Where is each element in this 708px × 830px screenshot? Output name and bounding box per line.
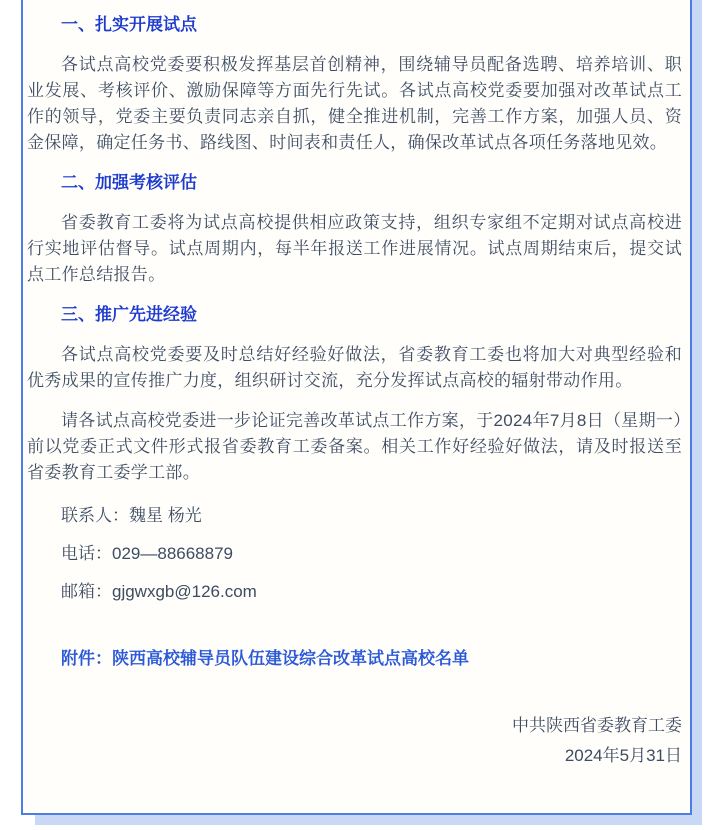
signature-block: [27, 713, 682, 769]
contact-phone-line: 电话：029—88668879: [61, 544, 234, 563]
notice-document-card: [21, 0, 692, 815]
section-heading-3: 三、推广先进经验: [61, 305, 197, 324]
section-3-paragraph-1: 各试点高校党委要及时总结好经验好做法，省委教育工委也将加大对典型经验和优秀成果的宣传推广力度，组织研讨交流，充分发挥试点高校的辐射带动作用。: [27, 345, 682, 390]
section-3-paragraph-2: 请各试点高校党委进一步论证完善改革试点工作方案，于2024年7月8日（星期一）前以党委正式文件形式报省委教育工委备案。相关工作好经验好做法，请及时报送至省委教育工委学工部。: [27, 411, 682, 482]
section-heading-2: 二、加强考核评估: [61, 173, 197, 192]
section-heading-1: 一、扎实开展试点: [61, 15, 197, 34]
contact-email-line: 邮箱：gjgwxgb@126.com: [61, 582, 257, 601]
attachment-title: 附件：陕西高校辅导员队伍建设综合改革试点高校名单: [61, 649, 469, 668]
contact-person-line: 联系人：魏星 杨光: [61, 506, 202, 525]
signature-organization: 中共陕西省委教育工委: [512, 716, 682, 735]
section-1-paragraph: 各试点高校党委要积极发挥基层首创精神，围绕辅导员配备选聘、培养培训、职业发展、考核评价、激励保障等方面先行先试。各试点高校党委要加强对改革试点工作的领导，党委主要负责同志亲自抓，健全推进机制，完善工作方案，加强人员、资金保障，确定任务书、路线图、时间表和责任人，确保改革试点各项任务落地见效。: [27, 55, 682, 152]
signature-date: 2024年5月31日: [564, 746, 682, 765]
section-2-paragraph: 省委教育工委将为试点高校提供相应政策支持，组织专家组不定期对试点高校进行实地评估督导。试点周期内，每半年报送工作进展情况。试点周期结束后，提交试点工作总结报告。: [27, 213, 682, 284]
